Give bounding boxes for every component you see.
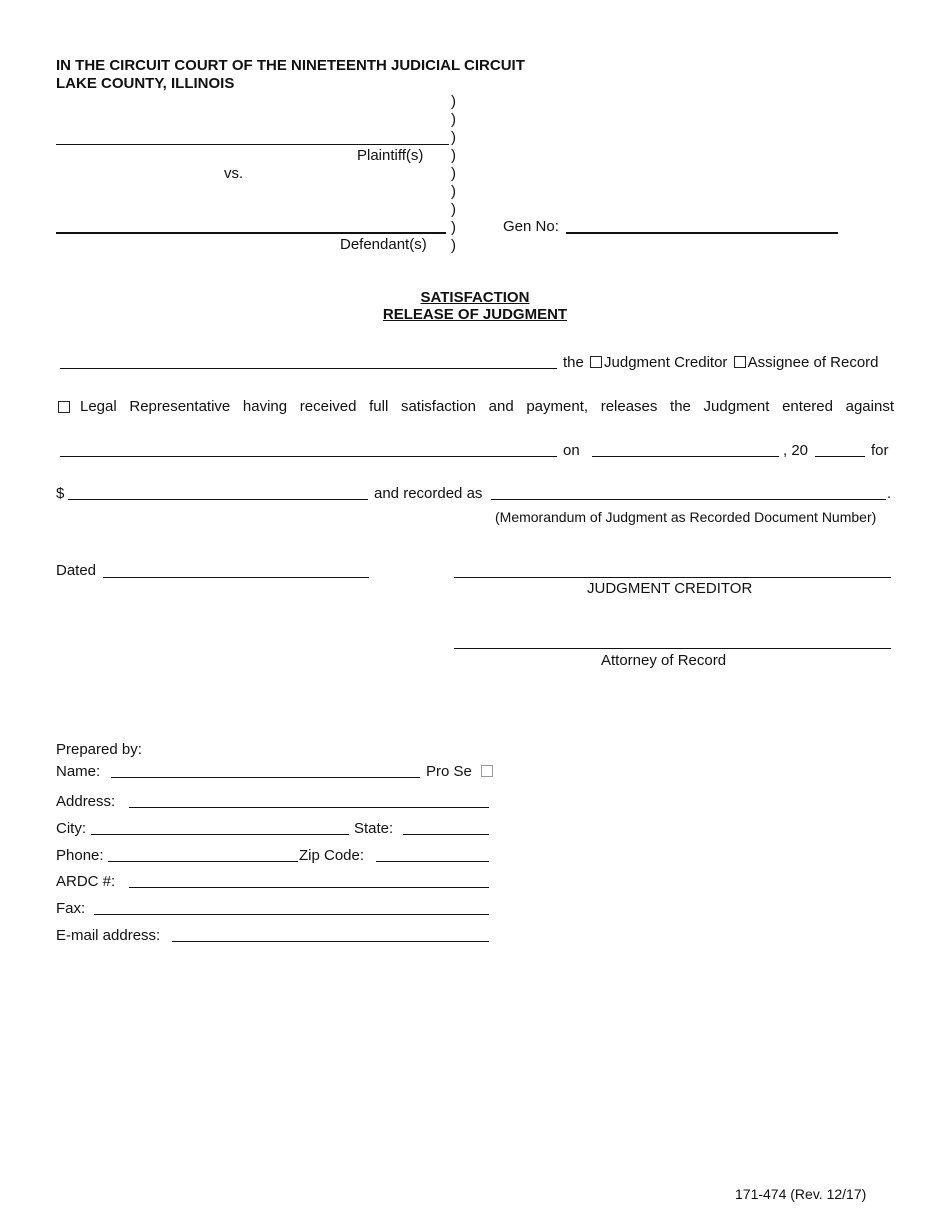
defendant-label: Defendant(s) [340,236,427,253]
gen-no-label: Gen No: [503,218,559,235]
court-name: IN THE CIRCUIT COURT OF THE NINETEENTH JUDICIAL CIRCUIT [56,57,525,74]
dated-field[interactable] [103,577,369,578]
judgment-creditor-checkbox[interactable] [590,356,602,368]
attorney-label: Attorney of Record [601,652,727,669]
caption-paren: ) [451,111,456,128]
caption-paren: ) [451,93,456,110]
document-number-field[interactable] [491,499,886,500]
name-label: Name: [56,763,101,780]
judgment-creditor-label: Judgment Creditor [604,354,728,371]
email-field[interactable] [172,941,489,942]
form-title: SATISFACTION [420,289,530,306]
releasing-party-field[interactable] [60,368,557,369]
gen-no-field[interactable] [566,232,838,234]
county-name: LAKE COUNTY, ILLINOIS [56,75,235,92]
phone-field[interactable] [108,861,298,862]
legal-rep-text: Legal Representative having received full satisfaction and payment, releases the Judgment entered against [80,398,894,415]
state-field[interactable] [403,834,489,835]
phone-label: Phone: [56,847,104,864]
caption-paren: ) [451,201,456,218]
address-field[interactable] [129,807,489,808]
creditor-signature-line[interactable] [454,577,891,578]
pro-se-label: Pro Se [426,763,472,780]
dollar-label: $ [56,485,65,502]
year-prefix: , 20 [783,442,809,459]
defendant-name-line[interactable] [56,232,446,234]
address-label: Address: [56,793,116,810]
caption-paren: ) [451,129,456,146]
for-label: for [871,442,889,459]
legal-rep-line [56,398,894,415]
caption-paren: ) [451,183,456,200]
form-subtitle: RELEASE OF JUDGMENT [382,306,568,323]
legal-representative-checkbox[interactable] [58,401,70,413]
dated-label: Dated [56,562,97,579]
caption-paren: ) [451,237,456,254]
city-label: City: [56,820,86,837]
plaintiff-label: Plaintiff(s) [357,147,424,164]
city-field[interactable] [91,834,349,835]
vs-label: vs. [224,165,244,182]
judgment-debtor-field[interactable] [60,456,557,457]
on-label: on [563,442,580,459]
state-label: State: [354,820,394,837]
the-label: the [563,354,584,371]
memo-note: (Memorandum of Judgment as Recorded Document Number) [495,509,877,525]
role-selection [563,354,879,371]
plaintiff-name-line[interactable] [56,144,449,145]
fax-label: Fax: [56,900,86,917]
assignee-label: Assignee of Record [747,354,879,371]
caption-paren: ) [451,219,456,236]
form-number: 171-474 (Rev. 12/17) [735,1186,867,1202]
fax-field[interactable] [94,914,489,915]
creditor-label: JUDGMENT CREDITOR [587,580,753,597]
ardc-label: ARDC #: [56,873,116,890]
judgment-year-field[interactable] [815,456,865,457]
zip-field[interactable] [376,861,489,862]
ardc-field[interactable] [129,887,489,888]
prepared-by-heading: Prepared by: [56,741,142,758]
caption-paren: ) [451,147,456,164]
zip-label: Zip Code: [299,847,365,864]
amount-field[interactable] [68,499,368,500]
period: . [887,485,892,502]
name-field[interactable] [111,777,420,778]
recorded-as-label: and recorded as [374,485,483,502]
caption-paren: ) [451,165,456,182]
assignee-checkbox[interactable] [734,356,746,368]
judgment-date-field[interactable] [592,456,779,457]
pro-se-checkbox[interactable] [481,765,493,777]
attorney-signature-line[interactable] [454,648,891,649]
email-label: E-mail address: [56,927,161,944]
